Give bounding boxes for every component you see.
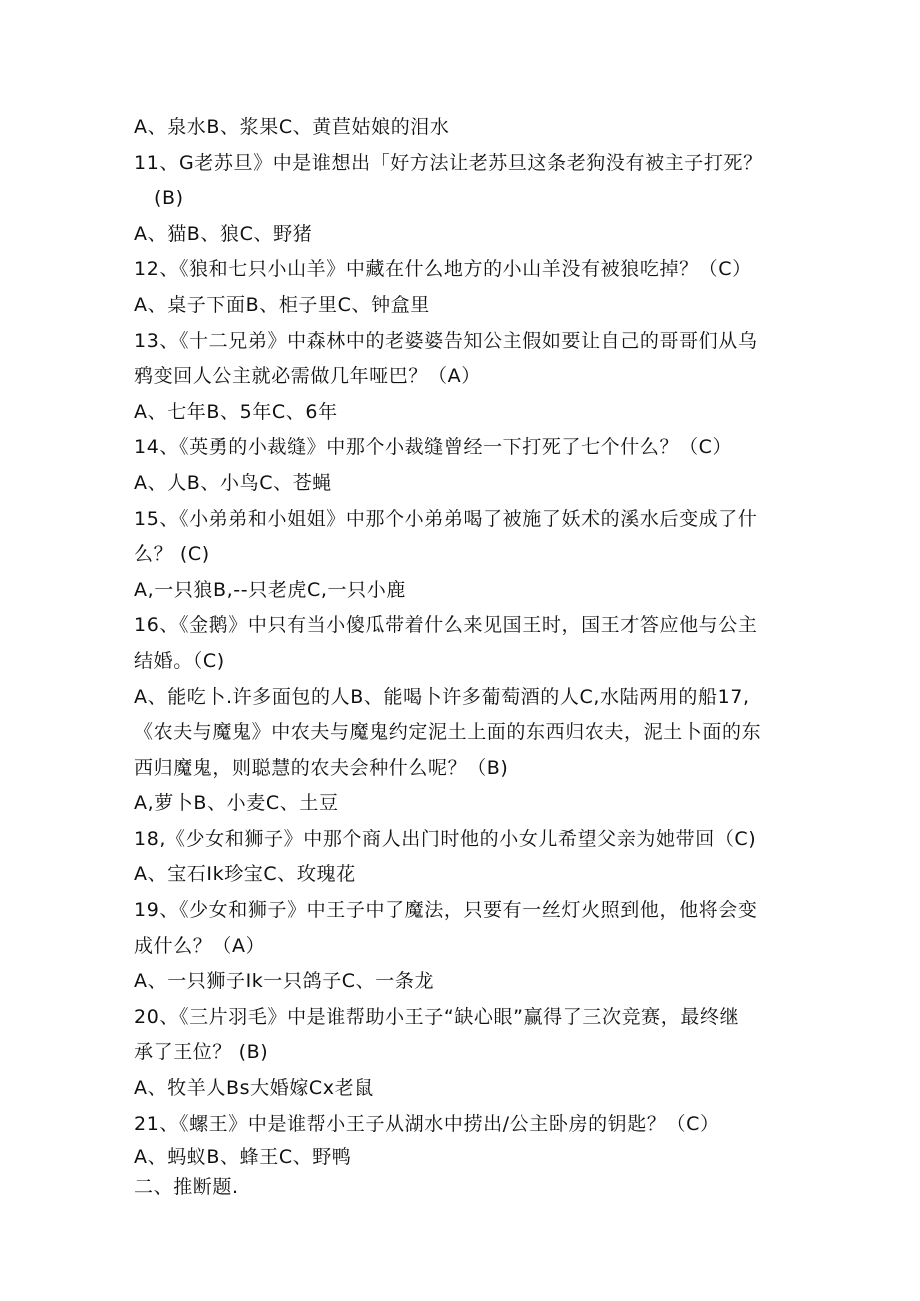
question-line: 20、《三片羽毛》中是谁帮助小王子“缺心眼”赢得了三次竞赛，最终继 xyxy=(134,1005,740,1028)
answer-options-line: A、桌子下面B、柜子里C、钟盒里 xyxy=(134,293,430,316)
question-line: 15、《小弟弟和小姐姐》中那个小弟弟喝了被施了妖术的溪水后变成了什 xyxy=(134,507,758,530)
question-line-continued: 西归魔鬼，则聪慧的农夫会种什么呢？（B) xyxy=(134,756,509,779)
answer-options-line: A,萝卜B、小麦C、土豆 xyxy=(134,792,339,815)
question-line: 《农夫与魔鬼》中农夫与魔鬼约定泥土上面的东西归农夫，泥土卜面的东 xyxy=(134,721,762,744)
question-line: 13、《十二兄弟》中森林中的老婆婆告知公主假如要让自己的哥哥们从乌 xyxy=(134,329,758,352)
answer-options-line: A、蚂蚁B、蜂王C、野鸭 xyxy=(134,1146,352,1169)
answer-options-line: A、七年B、5年C、6年 xyxy=(134,400,338,423)
question-line-continued: 成什么？（A） xyxy=(134,934,266,957)
question-line-continued: 承了王位？ (B) xyxy=(134,1041,269,1064)
question-line-continued: 鸦变回人公主就必需做几年哑巴？（A） xyxy=(134,365,481,388)
answer-options-line: A、泉水B、浆果C、黄苣姑娘的泪水 xyxy=(134,116,450,138)
question-line: 14、《英勇的小裁缝》中那个小裁缝曾经一下打死了七个什么？（C） xyxy=(134,436,733,459)
question-line: 18,《少女和狮子》中那个商人出门时他的小女儿希望父亲为她带回（C) xyxy=(134,827,757,850)
question-line-continued: 么？ (C) xyxy=(134,543,210,566)
section-heading: 二、推断题. xyxy=(134,1176,239,1199)
document-body xyxy=(134,110,794,1202)
answer-key-line: (B) xyxy=(154,187,184,210)
question-line-continued: 结婚。（C) xyxy=(134,649,225,672)
answer-options-line: A,一只狼B,--只老虎C,一只小鹿 xyxy=(134,578,406,601)
answer-options-line: A、宝石Ik珍宝C、玫瑰花 xyxy=(134,863,356,886)
question-line: 21、《螺王》中是谁帮小王子从湖水中捞出/公主卧房的钥匙？（C） xyxy=(134,1112,720,1135)
question-line: 12、《狼和七只小山羊》中藏在什么地方的小山羊没有被狼吃掉？（C） xyxy=(134,258,752,281)
question-line: 16、《金鹅》中只有当小傻瓜带着什么来见国王时，国王才答应他与公主 xyxy=(134,614,758,637)
answer-options-line: A、能吃卜.许多面包的人B、能喝卜许多葡萄酒的人C,水陆两用的船17, xyxy=(134,685,750,708)
answer-options-line: A、猫B、狼C、野猪 xyxy=(134,222,313,245)
question-line: 11、G老苏旦》中是谁想出「好方法让老苏旦这条老狗没有被主子打死？ xyxy=(134,151,763,174)
answer-options-line: A、一只狮子Ik一只鸽子C、一条龙 xyxy=(134,970,435,993)
question-line: 19、《少女和狮子》中王子中了魔法，只要有一丝灯火照到他，他将会变 xyxy=(134,899,758,922)
answer-options-line: A、牧羊人Bs大婚嫁Cx老鼠 xyxy=(134,1077,374,1100)
answer-options-line: A、人B、小鸟C、苍蝇 xyxy=(134,471,332,494)
